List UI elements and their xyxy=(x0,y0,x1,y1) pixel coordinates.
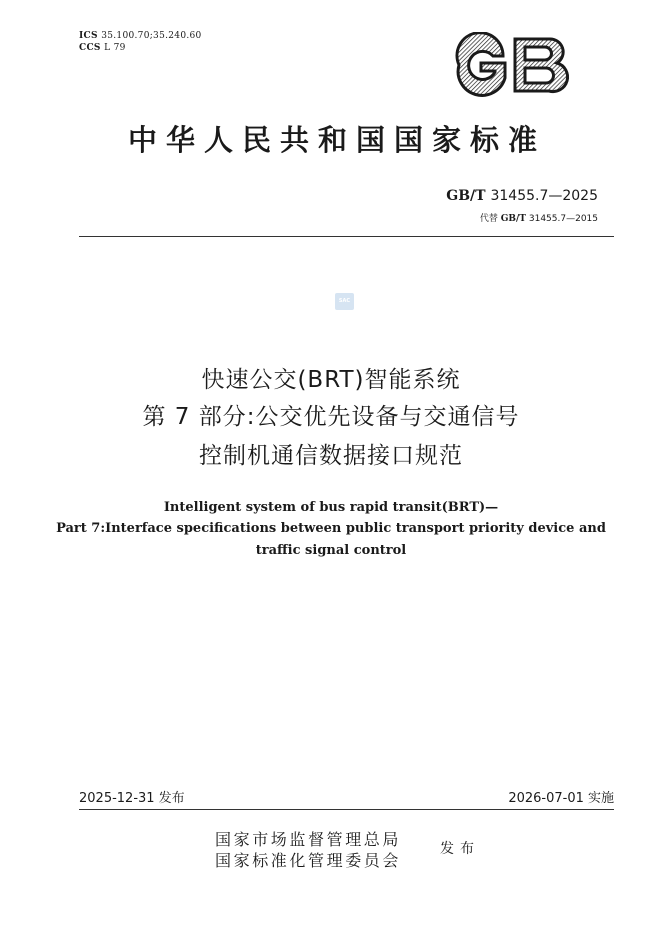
issuer-samr: 国家市场监督管理总局 xyxy=(215,830,402,849)
standard-number xyxy=(446,188,598,204)
issue-date: 2025-12-31 发布 xyxy=(79,791,185,806)
ics-value: 35.100.70;35.240.60 xyxy=(101,31,202,41)
standard-number-prefix: GB/T xyxy=(446,188,486,204)
issuer-sac: 国家标准化管理委员会 xyxy=(215,851,402,870)
implementation-date: 2026-07-01 实施 xyxy=(508,791,614,806)
national-standard-heading: 中华人民共和国国家标准 xyxy=(127,123,546,157)
title-cn-line-3: 控制机通信数据接口规范 xyxy=(199,443,463,469)
sac-watermark: SAC xyxy=(335,293,354,310)
ics-code xyxy=(79,30,202,42)
title-cn-line-2: 第 7 部分:公交优先设备与交通信号 xyxy=(142,404,520,430)
title-cn-line-1: 快速公交(BRT)智能系统 xyxy=(201,367,461,393)
replaces-code: GB/T xyxy=(500,214,526,224)
title-en-line-2: Part 7:Interface specifications between public transport priority device and xyxy=(56,521,606,536)
title-en-line-1: Intelligent system of bus rapid transit(BRT)— xyxy=(163,500,499,515)
ccs-code xyxy=(79,42,202,54)
title-en-line-3: traffic signal control xyxy=(255,543,407,558)
classification-codes xyxy=(79,30,202,54)
publish-label: 发布 xyxy=(440,841,480,857)
ccs-label: CCS xyxy=(79,43,101,53)
ccs-value: L 79 xyxy=(104,43,126,53)
header-divider xyxy=(79,236,614,237)
footer-divider xyxy=(79,809,614,810)
gb-logo xyxy=(449,32,579,98)
ics-label: ICS xyxy=(79,31,98,41)
replaces-prefix: 代替 xyxy=(479,214,498,224)
replaces-note xyxy=(480,211,598,224)
standard-number-value: 31455.7—2025 xyxy=(490,188,598,204)
replaces-number: 31455.7—2015 xyxy=(528,214,598,224)
